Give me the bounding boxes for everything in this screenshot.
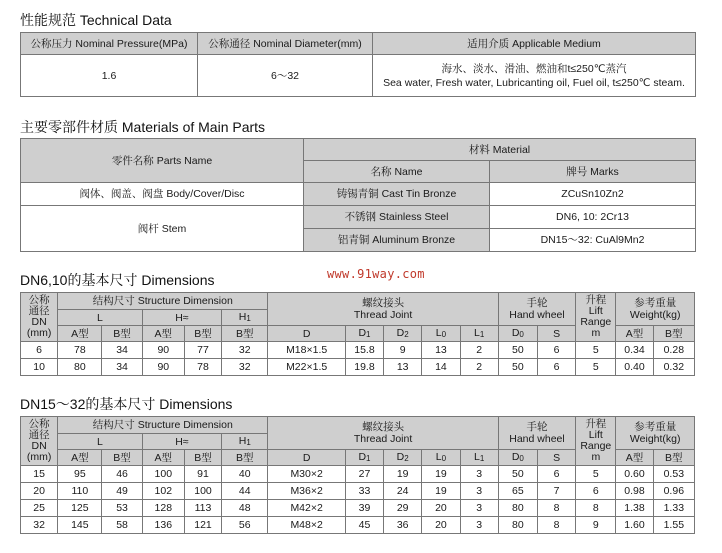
materials-row: [21, 183, 696, 206]
weight-en: Weight(kg): [629, 309, 681, 321]
D1-header: [345, 450, 383, 466]
weight-header: [616, 417, 695, 450]
dim-cell: 0.98: [616, 483, 653, 500]
dim-cell: 113: [184, 500, 221, 517]
structure-dimension-header: 结构尺寸 Structure Dimension: [58, 417, 268, 434]
H1-header: [222, 310, 268, 326]
hand-wheel-cn: 手轮: [526, 421, 548, 433]
lift-range-line: Range: [580, 316, 612, 328]
L-b-type-header: B型: [102, 326, 142, 342]
H1-b-type-header: B型: [222, 450, 268, 466]
hand-wheel-header: [498, 417, 575, 450]
dim-cell: 9: [576, 517, 616, 534]
D1-header-label: [358, 327, 370, 339]
dim-cell: 1.33: [653, 500, 694, 517]
material-marks-cell: DN15～32: CuAl9Mn2: [490, 229, 696, 252]
dn-header-line: (mm): [26, 451, 52, 463]
dim-cell: M48×2: [268, 517, 345, 534]
dim-data-row: [21, 342, 695, 359]
dim-data-row: [21, 483, 695, 500]
L1-header-label: [474, 451, 484, 463]
dim-data-row: [21, 517, 695, 534]
dn-header-line: 公称: [28, 418, 50, 430]
materials-title: 主要零部件材质 Materials of Main Parts: [20, 119, 266, 135]
D2-header: [384, 450, 422, 466]
dim-cell: 3: [460, 517, 498, 534]
L0-header-label: [436, 327, 446, 339]
dim-cell: 0.96: [653, 483, 694, 500]
dim-cell: 29: [384, 500, 422, 517]
D1-header-label-text: D: [358, 326, 367, 339]
technical-data-row: [21, 55, 696, 97]
dn-header-line: 通径: [28, 305, 50, 317]
D1-header: [345, 326, 383, 342]
D-header: D: [268, 326, 345, 342]
dim-cell: 19: [422, 466, 460, 483]
L1-header: [460, 326, 498, 342]
dim-cell: 46: [102, 466, 142, 483]
S-header: S: [537, 326, 575, 342]
dim-cell: 0.53: [653, 466, 694, 483]
dim-cell: 32: [222, 359, 268, 376]
L1-header-label-subscript: 1: [479, 329, 485, 339]
thread-joint-en: Thread Joint: [353, 309, 413, 321]
dim-cell: 34: [102, 359, 142, 376]
dimensions-dn15-32-table: [20, 416, 695, 534]
D1-header-label-subscript: 1: [366, 453, 371, 463]
dim-cell: 91: [184, 466, 221, 483]
dim-cell: 33: [345, 483, 383, 500]
H1-label-text: H: [238, 434, 247, 447]
dim-cell: 3: [460, 500, 498, 517]
dim-cell: 102: [142, 483, 184, 500]
technical-data-title: 性能规范 Technical Data: [20, 12, 172, 28]
dim-cell: 19: [384, 466, 422, 483]
dim-cell: 27: [345, 466, 383, 483]
dim-cell: M18×1.5: [268, 342, 345, 359]
L0-header: [422, 326, 460, 342]
watermark: www.91way.com: [327, 267, 425, 281]
D2-header-label-text: D: [396, 326, 405, 339]
thread-joint-cn: 螺纹接头: [362, 297, 405, 309]
dim-cell: 5: [576, 342, 616, 359]
dim-cell: 40: [222, 466, 268, 483]
technical-data-table: [20, 32, 696, 97]
lift-range-line: Lift: [588, 429, 603, 441]
dim-cell: 80: [498, 500, 537, 517]
hand-wheel-header: [498, 293, 575, 326]
dim-cell: 0.28: [653, 342, 694, 359]
pressure-header: 公称压力 Nominal Pressure(MPa): [21, 33, 198, 55]
dim-cell: 19.8: [345, 359, 383, 376]
dn-header-line: (mm): [26, 327, 52, 339]
L-a-type-header: A型: [58, 326, 102, 342]
weight-b-type-header: B型: [653, 450, 694, 466]
dim-cell: 2: [460, 359, 498, 376]
weight-cn: 参考重量: [634, 421, 677, 433]
L1-header-label-subscript: 1: [479, 453, 485, 463]
L1-header: [460, 450, 498, 466]
H1-b-type-header: B型: [222, 326, 268, 342]
D0-header-label-subscript: 0: [519, 453, 524, 463]
L-a-type-header: A型: [58, 450, 102, 466]
dim-cell: 77: [184, 342, 221, 359]
L1-header-label: [474, 327, 484, 339]
materials-row: [21, 206, 696, 229]
dn-header-line: 通径: [28, 429, 50, 441]
D0-header: [498, 326, 537, 342]
hand-wheel-cn: 手轮: [526, 297, 548, 309]
material-name-header: 名称 Name: [304, 161, 490, 183]
D0-header-label-subscript: 0: [519, 329, 524, 339]
dim-cell: 14: [422, 359, 460, 376]
dim-cell: 8: [537, 517, 575, 534]
dim-header-row-1: [21, 293, 695, 310]
dim-data-row: [21, 359, 695, 376]
medium-header: 适用介质 Applicable Medium: [373, 33, 696, 55]
part-name-cell: 阀体、阀盖、阀盘 Body/Cover/Disc: [21, 183, 304, 206]
D1-header-label-subscript: 1: [366, 329, 371, 339]
dim-cell: 78: [184, 359, 221, 376]
dn-header: [21, 417, 58, 466]
dim-cell: 65: [498, 483, 537, 500]
dim-cell: 6: [21, 342, 58, 359]
D2-header-label-subscript: 2: [404, 329, 409, 339]
L0-header-label-subscript: 0: [441, 453, 447, 463]
medium-value: [373, 55, 696, 97]
lift-range-line: Range: [580, 440, 612, 452]
dim-cell: 56: [222, 517, 268, 534]
lift-range-line: m: [591, 327, 601, 339]
dn-header-line: DN: [31, 440, 47, 452]
dim-cell: M42×2: [268, 500, 345, 517]
H1-label: [239, 311, 251, 323]
dim-cell: M36×2: [268, 483, 345, 500]
hand-wheel-en: Hand wheel: [509, 433, 565, 445]
dim-cell: 145: [58, 517, 102, 534]
dim-cell: 7: [537, 483, 575, 500]
dim-cell: 3: [460, 483, 498, 500]
dim-cell: 48: [222, 500, 268, 517]
weight-cn: 参考重量: [634, 297, 677, 309]
dim-cell: 90: [142, 359, 184, 376]
dim-cell: 80: [58, 359, 102, 376]
lift-range-line: m: [591, 451, 601, 463]
dim-cell: 32: [222, 342, 268, 359]
dim-cell: 80: [498, 517, 537, 534]
dim-cell: 3: [460, 466, 498, 483]
lift-range-line: 升程: [585, 418, 607, 430]
material-marks-cell: ZCuSn10Zn2: [490, 183, 696, 206]
pressure-value: 1.6: [21, 55, 198, 97]
lift-range-header: [576, 293, 616, 342]
part-name-cell: 阀杆 Stem: [21, 206, 304, 252]
lift-range-header: [576, 417, 616, 466]
L-header: L: [58, 434, 142, 450]
medium-cn: 海水、淡水、滑油、燃油和t≤250℃蒸汽: [441, 62, 627, 75]
weight-en: Weight(kg): [629, 433, 681, 445]
L0-header-label: [436, 451, 446, 463]
D2-header-label-subscript: 2: [404, 453, 409, 463]
dn-header: [21, 293, 58, 342]
dim-cell: 20: [422, 500, 460, 517]
material-name-cell: 铝青铜 Aluminum Bronze: [304, 229, 490, 252]
dim-cell: 1.55: [653, 517, 694, 534]
dim-cell: 1.38: [616, 500, 653, 517]
dimensions-dn15-32-title: DN15～32的基本尺寸 Dimensions: [20, 396, 233, 412]
L0-header: [422, 450, 460, 466]
dim-cell: 13: [422, 342, 460, 359]
H-header: H≈: [142, 434, 221, 450]
D1-header-label-text: D: [358, 450, 367, 463]
L0-header-label-text: L: [435, 326, 442, 339]
L-b-type-header: B型: [102, 450, 142, 466]
structure-dimension-header: 结构尺寸 Structure Dimension: [58, 293, 268, 310]
materials-header-row-1: [21, 139, 696, 161]
dim-header-row-1: [21, 417, 695, 434]
D2-header-label: [397, 451, 409, 463]
lift-range-line: Lift: [588, 305, 603, 317]
dim-cell: 15.8: [345, 342, 383, 359]
H1-label-subscript: 1: [246, 313, 251, 323]
dim-cell: 50: [498, 342, 537, 359]
weight-header: [616, 293, 695, 326]
dim-cell: 5: [576, 466, 616, 483]
medium-en: Sea water, Fresh water, Lubricanting oil, Fuel oil, t≤250℃ steam.: [383, 76, 685, 89]
dim-cell: 20: [422, 517, 460, 534]
dim-cell: 20: [21, 483, 58, 500]
dim-cell: 50: [498, 466, 537, 483]
dim-cell: 39: [345, 500, 383, 517]
dim-cell: 9: [384, 342, 422, 359]
dim-cell: 0.60: [616, 466, 653, 483]
dim-cell: 136: [142, 517, 184, 534]
D0-header-label-text: D: [511, 450, 520, 463]
dimensions-dn6-10-title: DN6,10的基本尺寸 Dimensions: [20, 272, 215, 288]
D0-header-label: [512, 327, 524, 339]
H-b-type-header: B型: [184, 326, 221, 342]
dim-cell: 121: [184, 517, 221, 534]
dim-cell: 0.32: [653, 359, 694, 376]
dim-cell: 0.40: [616, 359, 653, 376]
dim-cell: 0.34: [616, 342, 653, 359]
dim-cell: 13: [384, 359, 422, 376]
thread-joint-en: Thread Joint: [353, 433, 413, 445]
dim-cell: 110: [58, 483, 102, 500]
L0-header-label-text: L: [435, 450, 442, 463]
D0-header-label-text: D: [511, 326, 520, 339]
H1-label: [239, 435, 251, 447]
dim-cell: 24: [384, 483, 422, 500]
dim-cell: 6: [537, 342, 575, 359]
D0-header-label: [512, 451, 524, 463]
dimensions-dn6-10-table: [20, 292, 695, 376]
hand-wheel-en: Hand wheel: [509, 309, 565, 321]
dim-cell: 45: [345, 517, 383, 534]
thread-joint-cn: 螺纹接头: [362, 421, 405, 433]
H-header: H≈: [142, 310, 221, 326]
materials-table: [20, 138, 696, 252]
dim-cell: M22×1.5: [268, 359, 345, 376]
L0-header-label-subscript: 0: [441, 329, 447, 339]
H-a-type-header: A型: [142, 326, 184, 342]
dim-cell: 8: [537, 500, 575, 517]
D1-header-label: [358, 451, 370, 463]
dim-cell: 100: [142, 466, 184, 483]
D2-header: [384, 326, 422, 342]
thread-joint-header: [268, 293, 498, 326]
dim-cell: 10: [21, 359, 58, 376]
dim-cell: 100: [184, 483, 221, 500]
material-marks-header: 牌号 Marks: [490, 161, 696, 183]
dim-data-row: [21, 500, 695, 517]
dim-cell: 53: [102, 500, 142, 517]
material-name-cell: 不锈钢 Stainless Steel: [304, 206, 490, 229]
dim-cell: 36: [384, 517, 422, 534]
dim-cell: 15: [21, 466, 58, 483]
dim-cell: 6: [537, 466, 575, 483]
D2-header-label-text: D: [396, 450, 405, 463]
diameter-header: 公称通径 Nominal Diameter(mm): [198, 33, 373, 55]
dim-cell: 90: [142, 342, 184, 359]
dim-cell: 44: [222, 483, 268, 500]
dim-cell: 49: [102, 483, 142, 500]
dim-cell: 6: [537, 359, 575, 376]
material-header: 材料 Material: [304, 139, 696, 161]
H1-label-text: H: [238, 310, 247, 323]
L1-header-label-text: L: [473, 450, 480, 463]
H-b-type-header: B型: [184, 450, 221, 466]
dn-header-line: DN: [31, 316, 47, 328]
dim-cell: 1.60: [616, 517, 653, 534]
dim-cell: 19: [422, 483, 460, 500]
dim-cell: 25: [21, 500, 58, 517]
H-a-type-header: A型: [142, 450, 184, 466]
dim-cell: 34: [102, 342, 142, 359]
L1-header-label-text: L: [473, 326, 480, 339]
dn-header-line: 公称: [28, 294, 50, 306]
dim-cell: 8: [576, 500, 616, 517]
D0-header: [498, 450, 537, 466]
part-name-header: 零件名称 Parts Name: [21, 139, 304, 183]
dim-data-row: [21, 466, 695, 483]
dim-cell: 32: [21, 517, 58, 534]
dim-cell: 78: [58, 342, 102, 359]
material-marks-cell: DN6, 10: 2Cr13: [490, 206, 696, 229]
technical-data-header-row: [21, 33, 696, 55]
S-header: S: [537, 450, 575, 466]
dim-cell: 125: [58, 500, 102, 517]
D-header: D: [268, 450, 345, 466]
diameter-value: 6～32: [198, 55, 373, 97]
dim-cell: 128: [142, 500, 184, 517]
dim-cell: M30×2: [268, 466, 345, 483]
L-header: L: [58, 310, 142, 326]
H1-label-subscript: 1: [246, 437, 251, 447]
dim-cell: 50: [498, 359, 537, 376]
dim-cell: 2: [460, 342, 498, 359]
lift-range-line: 升程: [585, 294, 607, 306]
D2-header-label: [397, 327, 409, 339]
thread-joint-header: [268, 417, 498, 450]
material-name-cell: 铸锡青铜 Cast Tin Bronze: [304, 183, 490, 206]
dim-cell: 5: [576, 359, 616, 376]
H1-header: [222, 434, 268, 450]
dim-cell: 58: [102, 517, 142, 534]
weight-a-type-header: A型: [616, 326, 653, 342]
weight-a-type-header: A型: [616, 450, 653, 466]
dim-cell: 95: [58, 466, 102, 483]
dim-cell: 6: [576, 483, 616, 500]
weight-b-type-header: B型: [653, 326, 694, 342]
